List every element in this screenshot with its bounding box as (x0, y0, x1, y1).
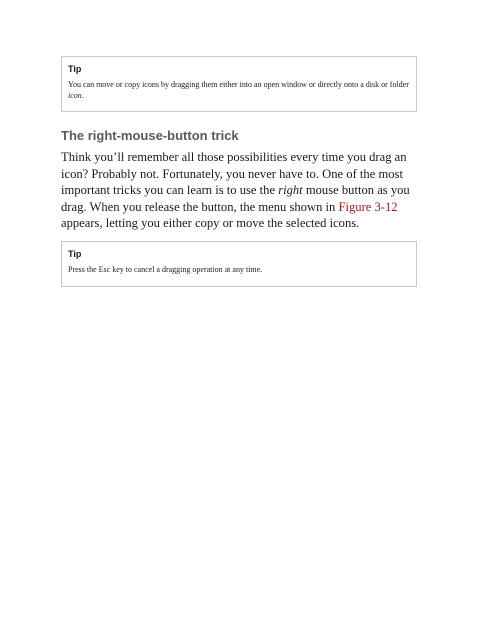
paragraph-text: appears, letting you either copy or move the selected icons. (61, 216, 360, 230)
tip-text-part: You can move or copy icons by dragging them either into an open window or directly onto a disk or folder (68, 80, 409, 89)
tip-text-part: . (81, 91, 84, 100)
tip-text: Press the Esc key to cancel a dragging operation at any time. (68, 265, 263, 274)
tip-box (61, 56, 417, 112)
paragraph-text: Think you’ll remember all those possibilities every time you drag an icon? Probably not. Fortunately, you never have to. One of the most important tricks you can learn is to use the (61, 150, 407, 197)
tip-box (61, 241, 417, 287)
tip-text (68, 79, 410, 101)
section-heading: The right-mouse-button trick (61, 128, 239, 143)
figure-link[interactable]: Figure 3-12 (338, 199, 398, 214)
paragraph-text: mouse button as you drag. When you release the button, the menu shown in (61, 183, 410, 214)
paragraph-italic: right (278, 183, 303, 197)
tip-title: Tip (68, 64, 82, 74)
tip-text-italic: icon (68, 91, 82, 100)
body-paragraph (61, 149, 421, 232)
tip-title: Tip (68, 249, 82, 259)
